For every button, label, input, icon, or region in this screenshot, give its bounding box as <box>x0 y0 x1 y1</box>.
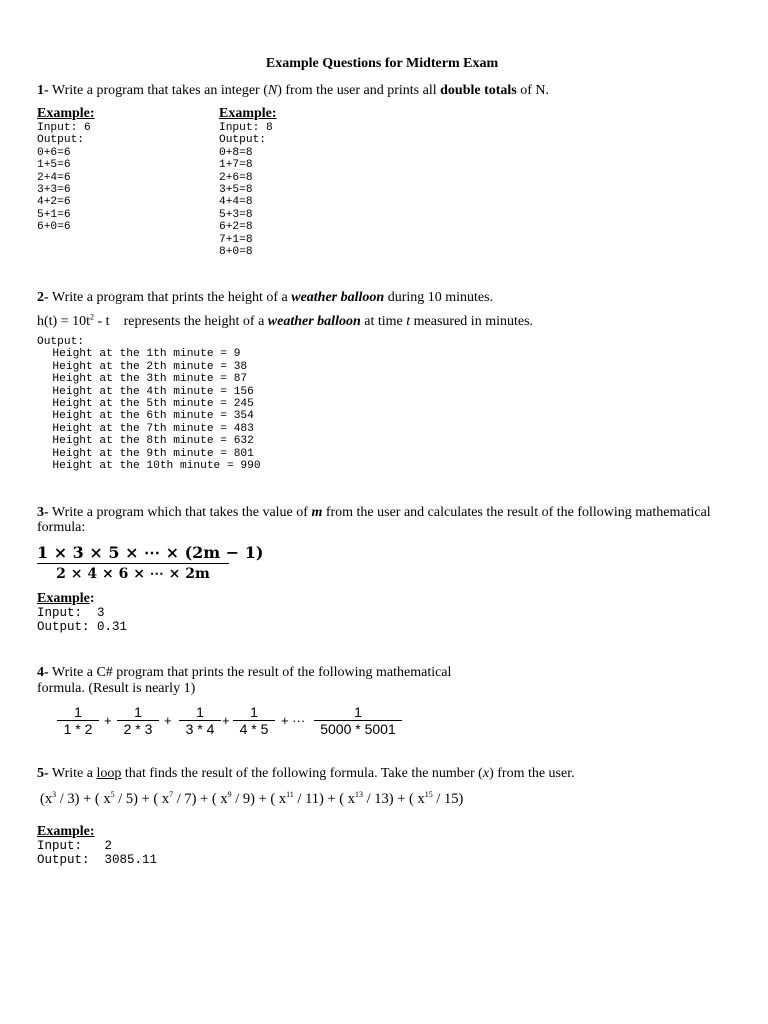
variable: t <box>406 314 411 329</box>
formula: / 13) + ( x <box>363 791 425 807</box>
exponent: 9 <box>227 790 232 800</box>
question-2-formula <box>37 314 533 330</box>
formula: h(t) = 10t <box>37 314 90 329</box>
question-number: 5- <box>37 766 49 781</box>
series-term <box>233 704 275 737</box>
example-heading-text: Example <box>37 591 90 606</box>
series-term <box>179 704 221 737</box>
emphasis: weather balloon <box>291 290 385 305</box>
variable: x <box>482 766 490 781</box>
term-numerator: 1 <box>134 704 142 720</box>
series-term <box>117 704 159 737</box>
term-numerator: 1 <box>196 704 204 720</box>
exponent: 13 <box>355 790 363 800</box>
question-3-text-line2: formula: <box>37 520 86 535</box>
term-denominator: 5000 * 5001 <box>320 721 396 737</box>
example-code-block: Input: 2 Output: 3085.11 <box>37 839 158 867</box>
variable: N <box>267 83 278 98</box>
question-number: 4- <box>37 665 49 680</box>
question-text: that finds the result of the following formula. Take the number ( <box>121 766 483 781</box>
plus-sign: + <box>164 713 172 728</box>
underlined-word: loop <box>96 766 122 781</box>
term-denominator: 4 * 5 <box>239 721 269 737</box>
question-1-text <box>37 83 549 99</box>
example-code-block: Input: 3 Output: 0.31 <box>37 606 128 634</box>
term-denominator: 2 * 3 <box>123 721 153 737</box>
question-2-text <box>37 290 493 306</box>
question-number: 2- <box>37 290 49 305</box>
example-heading: Example: <box>219 106 277 121</box>
exponent: 3 <box>52 790 57 800</box>
question-text: ) from the user. <box>489 766 575 781</box>
example-heading: Example: <box>37 824 95 839</box>
formula: / 11) + ( x <box>293 791 355 807</box>
term-denominator: 1 * 2 <box>63 721 93 737</box>
series-term <box>57 704 99 737</box>
question-text: at time <box>360 314 407 329</box>
plus-sign: + <box>222 713 230 728</box>
question-text: Write a <box>48 766 97 781</box>
plus-sign: + <box>104 713 112 728</box>
question-text: Write a program which that takes the value of <box>48 505 312 520</box>
exponent: 2 <box>90 312 94 322</box>
exponent: 7 <box>169 790 174 800</box>
question-number: 3- <box>37 505 49 520</box>
question-text: measured in minutes. <box>410 314 534 329</box>
term-denominator: 3 * 4 <box>185 721 215 737</box>
example-code-block: Input: 6 Output: 0+6=6 1+5=6 2+4=6 3+3=6 4+2=6 5+1=6 6+0=6 <box>37 122 91 234</box>
emphasis: weather balloon <box>267 314 361 329</box>
question-text: Write a program that takes an integer ( <box>48 83 268 98</box>
example-heading: Example: <box>37 106 95 121</box>
example-heading <box>37 591 95 607</box>
question-text: ) from the user and prints all <box>277 83 441 98</box>
fraction-numerator: 1 × 3 × 5 × ⋯ × (2m − 1) <box>37 543 264 562</box>
question-5-text <box>37 766 575 782</box>
variable: m <box>311 505 323 520</box>
question-text: during 10 minutes. <box>384 290 494 305</box>
exponent: 15 <box>424 790 433 800</box>
output-code-block: Height at the 1th minute = 9 Height at the 2th minute = 38 Height at the 3th minute = 87 Height at the 4th minute = 156 Height at the 5th minute = 245 Height at the 6th minute = 354 Height at the 7th minute = 483 Height at the 8th minute = 632 Height at the 9th minute = 801 Height at the 10th minute = 990 <box>52 348 261 473</box>
formula: (x <box>40 791 53 807</box>
example-code-block: Input: 8 Output: 0+8=8 1+7=8 2+6=8 3+5=8 4+4=8 5+3=8 6+2=8 7+1=8 8+0=8 <box>219 122 273 259</box>
formula: / 5) + ( x <box>114 791 170 807</box>
term-numerator: 1 <box>74 704 82 720</box>
emphasis: double totals <box>440 83 517 98</box>
output-label: Output: <box>37 336 84 348</box>
question-text: Write a program that prints the height of a <box>48 290 292 305</box>
exponent: 5 <box>110 790 115 800</box>
question-text: represents the height of a <box>123 314 268 329</box>
term-numerator: 1 <box>250 704 258 720</box>
page-title: Example Questions for Midterm Exam <box>265 56 499 71</box>
term-numerator: 1 <box>354 704 362 720</box>
formula: - t <box>94 314 110 329</box>
question-text: Write a C# program that prints the result of the following mathematical <box>48 665 452 680</box>
formula: / 3) + ( x <box>56 791 111 807</box>
formula: / 15) <box>432 791 464 807</box>
fraction-formula <box>37 543 264 584</box>
question-5-formula <box>40 791 463 807</box>
question-text: from the user and calculates the result of the following mathematical <box>322 505 711 520</box>
formula: / 7) + ( x <box>173 791 228 807</box>
question-text: of N. <box>516 83 550 98</box>
ellipsis: + ··· <box>281 713 306 728</box>
formula: / 9) + ( x <box>231 791 287 807</box>
question-4-text <box>37 665 451 681</box>
series-term <box>314 704 402 737</box>
question-4-text-line2: formula. (Result is nearly 1) <box>37 681 196 696</box>
colon: : <box>89 591 95 606</box>
fraction-denominator: 2 × 4 × 6 × ⋯ × 2m <box>56 566 210 582</box>
question-number: 1- <box>37 83 49 98</box>
exponent: 11 <box>286 790 294 800</box>
question-3-text <box>37 505 711 521</box>
